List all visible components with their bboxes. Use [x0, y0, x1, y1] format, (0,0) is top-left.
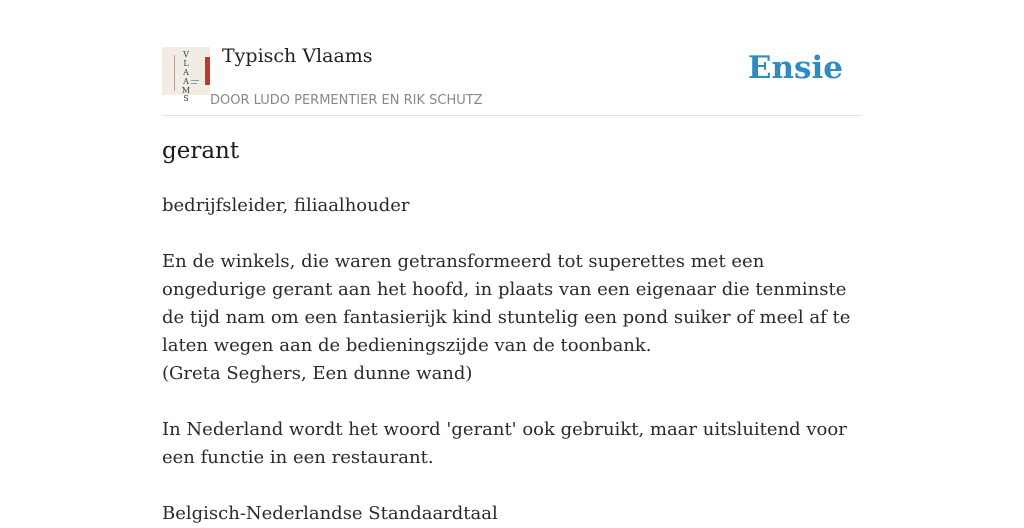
logo-letter: V [183, 50, 189, 59]
entry-term: gerant [162, 138, 240, 164]
spacer [162, 388, 862, 416]
book-cover-graphic [162, 47, 210, 103]
content-container [162, 0, 862, 524]
spacer [162, 220, 862, 248]
entry-quote: En de winkels, die waren getransformeerd tot superettes met een ongedurige gerant aan het hoofd, in plaats van een eigenaar die tenminste de tijd nam om een fantasierijk kind stuntelig een pond suiker of meel af te laten wegen aan de bedieningszijde van de toonbank. [162, 251, 851, 356]
book-title[interactable]: Typisch Vlaams [222, 45, 373, 67]
ensie-logo[interactable]: Ensie [747, 50, 843, 86]
byline: DOOR LUDO PERMENTIER EN RIK SCHUTZ [210, 93, 483, 108]
logo-letter: L [183, 59, 189, 68]
entry-definition: bedrijfsleider, filiaalhouder [162, 195, 410, 216]
spacer [162, 472, 862, 500]
entry-body [162, 192, 862, 528]
header [162, 0, 862, 116]
logo-letter: S [183, 94, 189, 103]
logo-letter: M [181, 86, 191, 95]
entry-note: In Nederland wordt het woord 'gerant' ook gebruikt, maar uitsluitend voor een functie in een restaurant. [162, 419, 847, 468]
logo-letter: A [183, 77, 189, 86]
book-cover-icon[interactable] [162, 47, 210, 103]
logo-letter: A [183, 68, 189, 77]
entry-source: (Greta Seghers, Een dunne wand) [162, 363, 473, 384]
entry-category: Belgisch-Nederlandse Standaardtaal [162, 503, 498, 524]
